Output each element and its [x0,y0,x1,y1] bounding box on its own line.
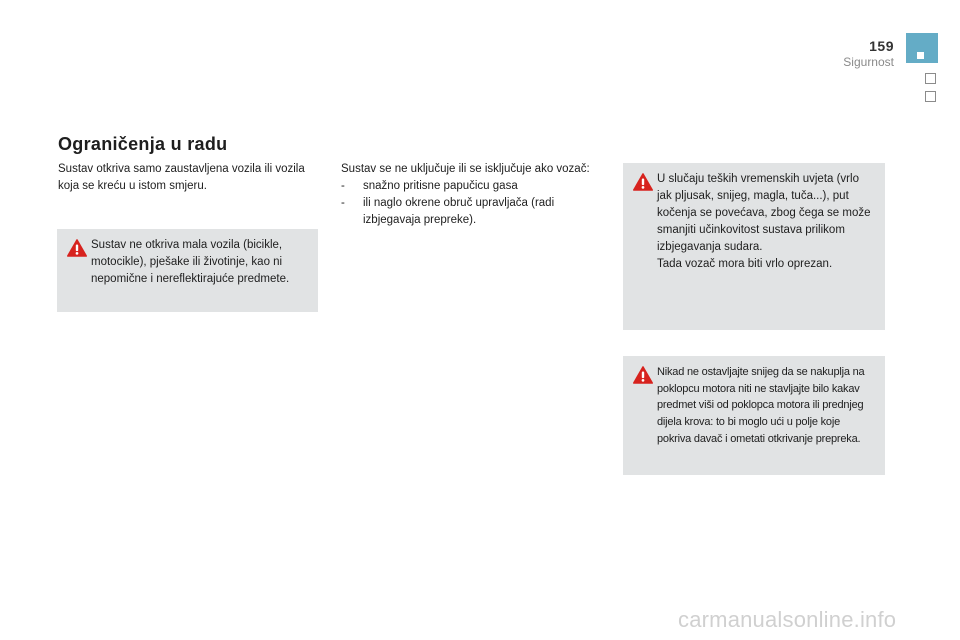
section-tab-active [906,33,938,63]
list-item-text: ili naglo okrene obruč upravljača (radi izbjegavaja prepreke). [363,197,555,226]
warning-text [657,171,875,273]
warning-text: Nikad ne ostavljajte snijeg da se nakuplja na poklopcu motora niti ne stavljajte bilo kakav predmet viši od poklopca motora ili prednjeg dijela krova: to bi moglo ući u polje koje pokriva davač i ometati otkrivanje prepreka. [657,366,865,445]
section-tab-empty [925,91,936,102]
watermark: carmanualsonline.info [678,607,897,632]
warning-box-small-objects [57,229,318,312]
page-number: 159 [869,38,894,54]
section-name: Sigurnost [843,55,894,69]
section-tab-empty [925,73,936,84]
warning-paragraph: Tada vozač mora biti vrlo oprezan. [657,258,833,270]
list-item-text: snažno pritisne papučicu gasa [363,180,518,192]
middle-column [341,161,591,229]
warning-text: Sustav ne otkriva mala vozila (bicikle, motocikle), pješake ili životinje, kao ni nepomične i nereflektirajuće predmete. [91,239,290,285]
tab-marker-icon [917,52,924,59]
warning-icon [67,239,87,257]
list-dash: - [341,180,345,192]
list-item [341,195,591,229]
warning-icon [633,173,653,191]
warning-box-weather [623,163,885,330]
warning-box-snow [623,356,885,475]
list-dash: - [341,197,345,209]
warning-paragraph: U slučaju teških vremenskih uvjeta (vrlo jak pljusak, snijeg, magla, tuča...), put kočenja se povećava, zbog čega se može smanjiti učinkovitost sustava prilikom izbjegavanja sudara. [657,173,871,253]
list-item [341,178,591,195]
intro-paragraph: Sustav otkriva samo zaustavljena vozila ili vozila koja se kreću u istom smjeru. [58,163,305,192]
main-heading: Ograničenja u radu [58,134,228,154]
condition-paragraph: Sustav se ne uključuje ili se isključuje ako vozač: [341,163,590,175]
warning-icon [633,366,653,384]
